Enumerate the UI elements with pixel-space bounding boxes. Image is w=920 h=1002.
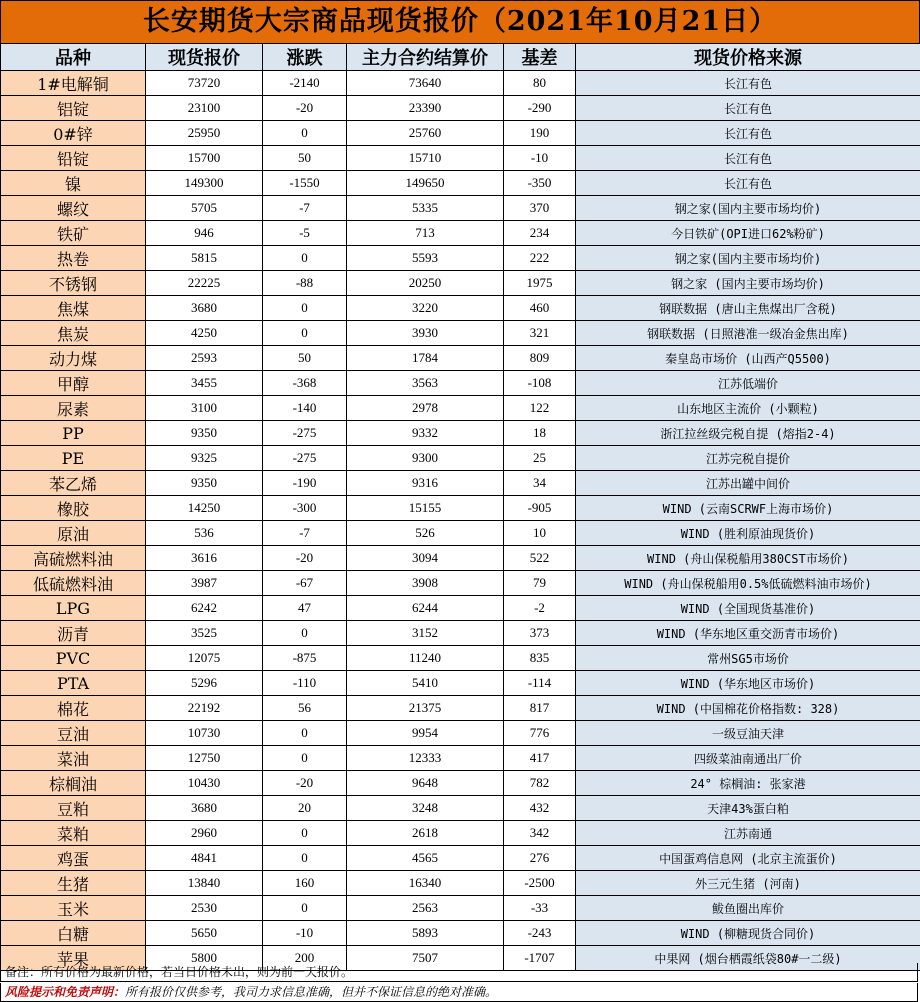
variety-cell: 白糖 [1,921,146,946]
risk-label: 风险提示和免责声明： [5,985,126,999]
settlement-cell: 3563 [347,371,504,396]
source-cell: 长江有色 [576,121,920,146]
settlement-cell: 12333 [347,746,504,771]
settlement-cell: 5893 [347,921,504,946]
table-row [1,446,920,471]
change-cell: 0 [263,121,347,146]
spot-price-cell: 22225 [146,271,263,296]
table-row [1,96,920,121]
variety-cell: 原油 [1,521,146,546]
table-row [1,921,920,946]
spot-price-cell: 6242 [146,596,263,621]
footnote: 备注：所有价格为最新价格，若当日价格未出，则为前一天报价。 [0,963,918,982]
table-header-row [1,44,920,71]
change-cell: -1550 [263,171,347,196]
settlement-cell: 2978 [347,396,504,421]
change-cell: 0 [263,296,347,321]
basis-cell: 79 [504,571,576,596]
source-cell: WIND (胜利原油现货价) [576,521,920,546]
basis-cell: 80 [504,71,576,96]
change-cell: -20 [263,771,347,796]
variety-cell: 铁矿 [1,221,146,246]
settlement-cell: 5593 [347,246,504,271]
table-row [1,496,920,521]
risk-disclaimer [0,983,918,1002]
variety-cell: 铝锭 [1,96,146,121]
change-cell: 0 [263,721,347,746]
source-cell: 长江有色 [576,96,920,121]
variety-cell: 镍 [1,171,146,196]
settlement-cell: 9648 [347,771,504,796]
table-row [1,396,920,421]
settlement-cell: 2618 [347,821,504,846]
header-settlement: 主力合约结算价 [347,44,504,71]
settlement-cell: 3220 [347,296,504,321]
variety-cell: 菜油 [1,746,146,771]
source-cell: 钢之家(国内主要市场均价) [576,196,920,221]
settlement-cell: 23390 [347,96,504,121]
source-cell: 钢联数据 (唐山主焦煤出厂含税) [576,296,920,321]
spot-price-cell: 25950 [146,121,263,146]
variety-cell: 苹果 [1,946,146,971]
change-cell: -7 [263,196,347,221]
spot-price-cell: 22192 [146,696,263,721]
settlement-cell: 20250 [347,271,504,296]
source-cell: 钢之家 (国内主要市场均价) [576,271,920,296]
table-row [1,746,920,771]
basis-cell: -1707 [504,946,576,971]
basis-cell: 10 [504,521,576,546]
source-cell: 中果网 (烟台栖霞纸袋80#一二级) [576,946,920,971]
settlement-cell: 3908 [347,571,504,596]
settlement-cell: 3248 [347,796,504,821]
table-row [1,821,920,846]
change-cell: -275 [263,446,347,471]
variety-cell: 低硫燃料油 [1,571,146,596]
basis-cell: -2 [504,596,576,621]
basis-cell: 234 [504,221,576,246]
change-cell: 56 [263,696,347,721]
spot-price-cell: 10730 [146,721,263,746]
spot-price-cell: 2593 [146,346,263,371]
variety-cell: 鸡蛋 [1,846,146,871]
change-cell: -20 [263,546,347,571]
table-row [1,471,920,496]
table-row [1,896,920,921]
variety-cell: 0#锌 [1,121,146,146]
source-cell: 长江有色 [576,171,920,196]
source-cell: WIND (舟山保税船用380CST市场价) [576,546,920,571]
variety-cell: 沥青 [1,621,146,646]
basis-cell: 1975 [504,271,576,296]
change-cell: -10 [263,921,347,946]
header-change: 涨跌 [263,44,347,71]
change-cell: -67 [263,571,347,596]
change-cell: 200 [263,946,347,971]
variety-cell: LPG [1,596,146,621]
source-cell: 常州SG5市场价 [576,646,920,671]
basis-cell: 417 [504,746,576,771]
variety-cell: 不锈钢 [1,271,146,296]
source-cell: WIND (全国现货基准价) [576,596,920,621]
variety-cell: PP [1,421,146,446]
source-cell: WIND (舟山保税船用0.5%低硫燃料油市场价) [576,571,920,596]
change-cell: -2140 [263,71,347,96]
basis-cell: 342 [504,821,576,846]
variety-cell: PE [1,446,146,471]
source-cell: 江苏完税自提价 [576,446,920,471]
change-cell: 0 [263,746,347,771]
basis-cell: 460 [504,296,576,321]
variety-cell: 焦煤 [1,296,146,321]
change-cell: 20 [263,796,347,821]
source-cell: 长江有色 [576,71,920,96]
table-row [1,596,920,621]
change-cell: 50 [263,346,347,371]
spot-price-cell: 23100 [146,96,263,121]
spot-price-cell: 4250 [146,321,263,346]
source-cell: 秦皇岛市场价 (山西产Q5500) [576,346,920,371]
settlement-cell: 5335 [347,196,504,221]
spot-price-cell: 9350 [146,421,263,446]
settlement-cell: 11240 [347,646,504,671]
spot-price-cell: 12750 [146,746,263,771]
source-cell: 24° 棕榈油: 张家港 [576,771,920,796]
basis-cell: 321 [504,321,576,346]
table-row [1,671,920,696]
settlement-cell: 3930 [347,321,504,346]
source-cell: 长江有色 [576,146,920,171]
settlement-cell: 5410 [347,671,504,696]
source-cell: WIND (华东地区市场价) [576,671,920,696]
spot-price-cell: 14250 [146,496,263,521]
spot-price-cell: 73720 [146,71,263,96]
table-row [1,646,920,671]
table-row [1,196,920,221]
change-cell: -20 [263,96,347,121]
table-row [1,71,920,96]
spot-price-cell: 9350 [146,471,263,496]
spot-price-cell: 2530 [146,896,263,921]
variety-cell: 动力煤 [1,346,146,371]
settlement-cell: 16340 [347,871,504,896]
variety-cell: 甲醇 [1,371,146,396]
variety-cell: 铅锭 [1,146,146,171]
settlement-cell: 149650 [347,171,504,196]
basis-cell: 835 [504,646,576,671]
spot-price-cell: 3680 [146,296,263,321]
source-cell: 今日铁矿(OPI进口62%粉矿) [576,221,920,246]
basis-cell: -290 [504,96,576,121]
change-cell: 0 [263,896,347,921]
table-row [1,571,920,596]
basis-cell: 817 [504,696,576,721]
settlement-cell: 21375 [347,696,504,721]
basis-cell: 522 [504,546,576,571]
spot-price-cell: 536 [146,521,263,546]
source-cell: 浙江拉丝级完税自提 (熔指2-4) [576,421,920,446]
spot-price-cell: 5815 [146,246,263,271]
change-cell: 0 [263,246,347,271]
basis-cell: 782 [504,771,576,796]
basis-cell: 432 [504,796,576,821]
table-row [1,421,920,446]
basis-cell: 18 [504,421,576,446]
change-cell: 160 [263,871,347,896]
settlement-cell: 3094 [347,546,504,571]
table-row [1,221,920,246]
basis-cell: 190 [504,121,576,146]
variety-cell: PTA [1,671,146,696]
spot-price-cell: 149300 [146,171,263,196]
table-row [1,846,920,871]
change-cell: -7 [263,521,347,546]
basis-cell: 222 [504,246,576,271]
basis-cell: -243 [504,921,576,946]
change-cell: 0 [263,621,347,646]
source-cell: 一级豆油天津 [576,721,920,746]
basis-cell: 34 [504,471,576,496]
change-cell: -190 [263,471,347,496]
variety-cell: 苯乙烯 [1,471,146,496]
settlement-cell: 9954 [347,721,504,746]
source-cell: 山东地区主流价 (小颗粒) [576,396,920,421]
variety-cell: 豆油 [1,721,146,746]
variety-cell: 棕榈油 [1,771,146,796]
table-row [1,771,920,796]
basis-cell: 809 [504,346,576,371]
change-cell: -275 [263,421,347,446]
table-row [1,621,920,646]
settlement-cell: 9332 [347,421,504,446]
table-row [1,696,920,721]
variety-cell: 棉花 [1,696,146,721]
risk-text: 所有报价仅供参考，我司力求信息准确，但并不保证信息的绝对准确。 [125,985,498,999]
settlement-cell: 6244 [347,596,504,621]
variety-cell: 橡胶 [1,496,146,521]
spot-price-cell: 3616 [146,546,263,571]
spot-price-cell: 12075 [146,646,263,671]
sheet-title: 长安期货大宗商品现货报价（2021年10月21日） [0,0,920,44]
settlement-cell: 9300 [347,446,504,471]
source-cell: 外三元生猪 (河南) [576,871,920,896]
variety-cell: 1#电解铜 [1,71,146,96]
spot-price-cell: 3455 [146,371,263,396]
spot-price-cell: 3987 [146,571,263,596]
table-row [1,246,920,271]
basis-cell: -10 [504,146,576,171]
settlement-cell: 7507 [347,946,504,971]
basis-cell: 25 [504,446,576,471]
source-cell: 四级菜油南通出厂价 [576,746,920,771]
table-row [1,146,920,171]
header-basis: 基差 [504,44,576,71]
basis-cell: 776 [504,721,576,746]
settlement-cell: 73640 [347,71,504,96]
spot-price-cell: 4841 [146,846,263,871]
change-cell: -300 [263,496,347,521]
settlement-cell: 526 [347,521,504,546]
source-cell: 江苏出罐中间价 [576,471,920,496]
source-cell: 中国蛋鸡信息网 (北京主流蛋价) [576,846,920,871]
table-row [1,546,920,571]
variety-cell: 豆粕 [1,796,146,821]
table-row [1,271,920,296]
change-cell: 47 [263,596,347,621]
settlement-cell: 9316 [347,471,504,496]
change-cell: 0 [263,321,347,346]
change-cell: -110 [263,671,347,696]
basis-cell: -2500 [504,871,576,896]
header-variety: 品种 [1,44,146,71]
table-row [1,346,920,371]
header-source: 现货价格来源 [576,44,920,71]
source-cell: 鲅鱼圈出库价 [576,896,920,921]
variety-cell: 尿素 [1,396,146,421]
spot-price-cell: 3680 [146,796,263,821]
variety-cell: 玉米 [1,896,146,921]
spot-price-cell: 5650 [146,921,263,946]
spot-price-cell: 5705 [146,196,263,221]
spot-price-cell: 5296 [146,671,263,696]
change-cell: -88 [263,271,347,296]
change-cell: -140 [263,396,347,421]
variety-cell: PVC [1,646,146,671]
source-cell: 钢之家(国内主要市场均价) [576,246,920,271]
table-row [1,371,920,396]
source-cell: WIND (柳糖现货合同价) [576,921,920,946]
source-cell: 钢联数据 (日照港准一级冶金焦出库) [576,321,920,346]
basis-cell: -350 [504,171,576,196]
variety-cell: 螺纹 [1,196,146,221]
price-table [0,43,920,971]
settlement-cell: 2563 [347,896,504,921]
spot-price-cell: 15700 [146,146,263,171]
table-row [1,296,920,321]
change-cell: 0 [263,821,347,846]
variety-cell: 热卷 [1,246,146,271]
change-cell: 50 [263,146,347,171]
source-cell: 江苏低端价 [576,371,920,396]
variety-cell: 生猪 [1,871,146,896]
settlement-cell: 1784 [347,346,504,371]
spot-price-cell: 13840 [146,871,263,896]
table-row [1,721,920,746]
spot-price-cell: 5800 [146,946,263,971]
spot-price-cell: 9325 [146,446,263,471]
basis-cell: 373 [504,621,576,646]
header-spot-price: 现货报价 [146,44,263,71]
change-cell: -368 [263,371,347,396]
basis-cell: 122 [504,396,576,421]
basis-cell: -905 [504,496,576,521]
basis-cell: -33 [504,896,576,921]
basis-cell: -108 [504,371,576,396]
table-row [1,871,920,896]
spot-price-cell: 2960 [146,821,263,846]
basis-cell: -114 [504,671,576,696]
settlement-cell: 3152 [347,621,504,646]
source-cell: WIND (中国棉花价格指数: 328) [576,696,920,721]
basis-cell: 276 [504,846,576,871]
variety-cell: 菜粕 [1,821,146,846]
table-row [1,321,920,346]
source-cell: WIND (华东地区重交沥青市场价) [576,621,920,646]
settlement-cell: 4565 [347,846,504,871]
settlement-cell: 25760 [347,121,504,146]
source-cell: WIND (云南SCRWF上海市场价) [576,496,920,521]
source-cell: 江苏南通 [576,821,920,846]
table-row [1,521,920,546]
spot-price-cell: 3100 [146,396,263,421]
settlement-cell: 713 [347,221,504,246]
variety-cell: 高硫燃料油 [1,546,146,571]
table-row [1,796,920,821]
table-row [1,171,920,196]
settlement-cell: 15155 [347,496,504,521]
spot-price-cell: 946 [146,221,263,246]
change-cell: -5 [263,221,347,246]
change-cell: -875 [263,646,347,671]
spot-price-cell: 3525 [146,621,263,646]
table-row [1,121,920,146]
settlement-cell: 15710 [347,146,504,171]
source-cell: 天津43%蛋白粕 [576,796,920,821]
spot-price-cell: 10430 [146,771,263,796]
basis-cell: 370 [504,196,576,221]
change-cell: 0 [263,846,347,871]
variety-cell: 焦炭 [1,321,146,346]
